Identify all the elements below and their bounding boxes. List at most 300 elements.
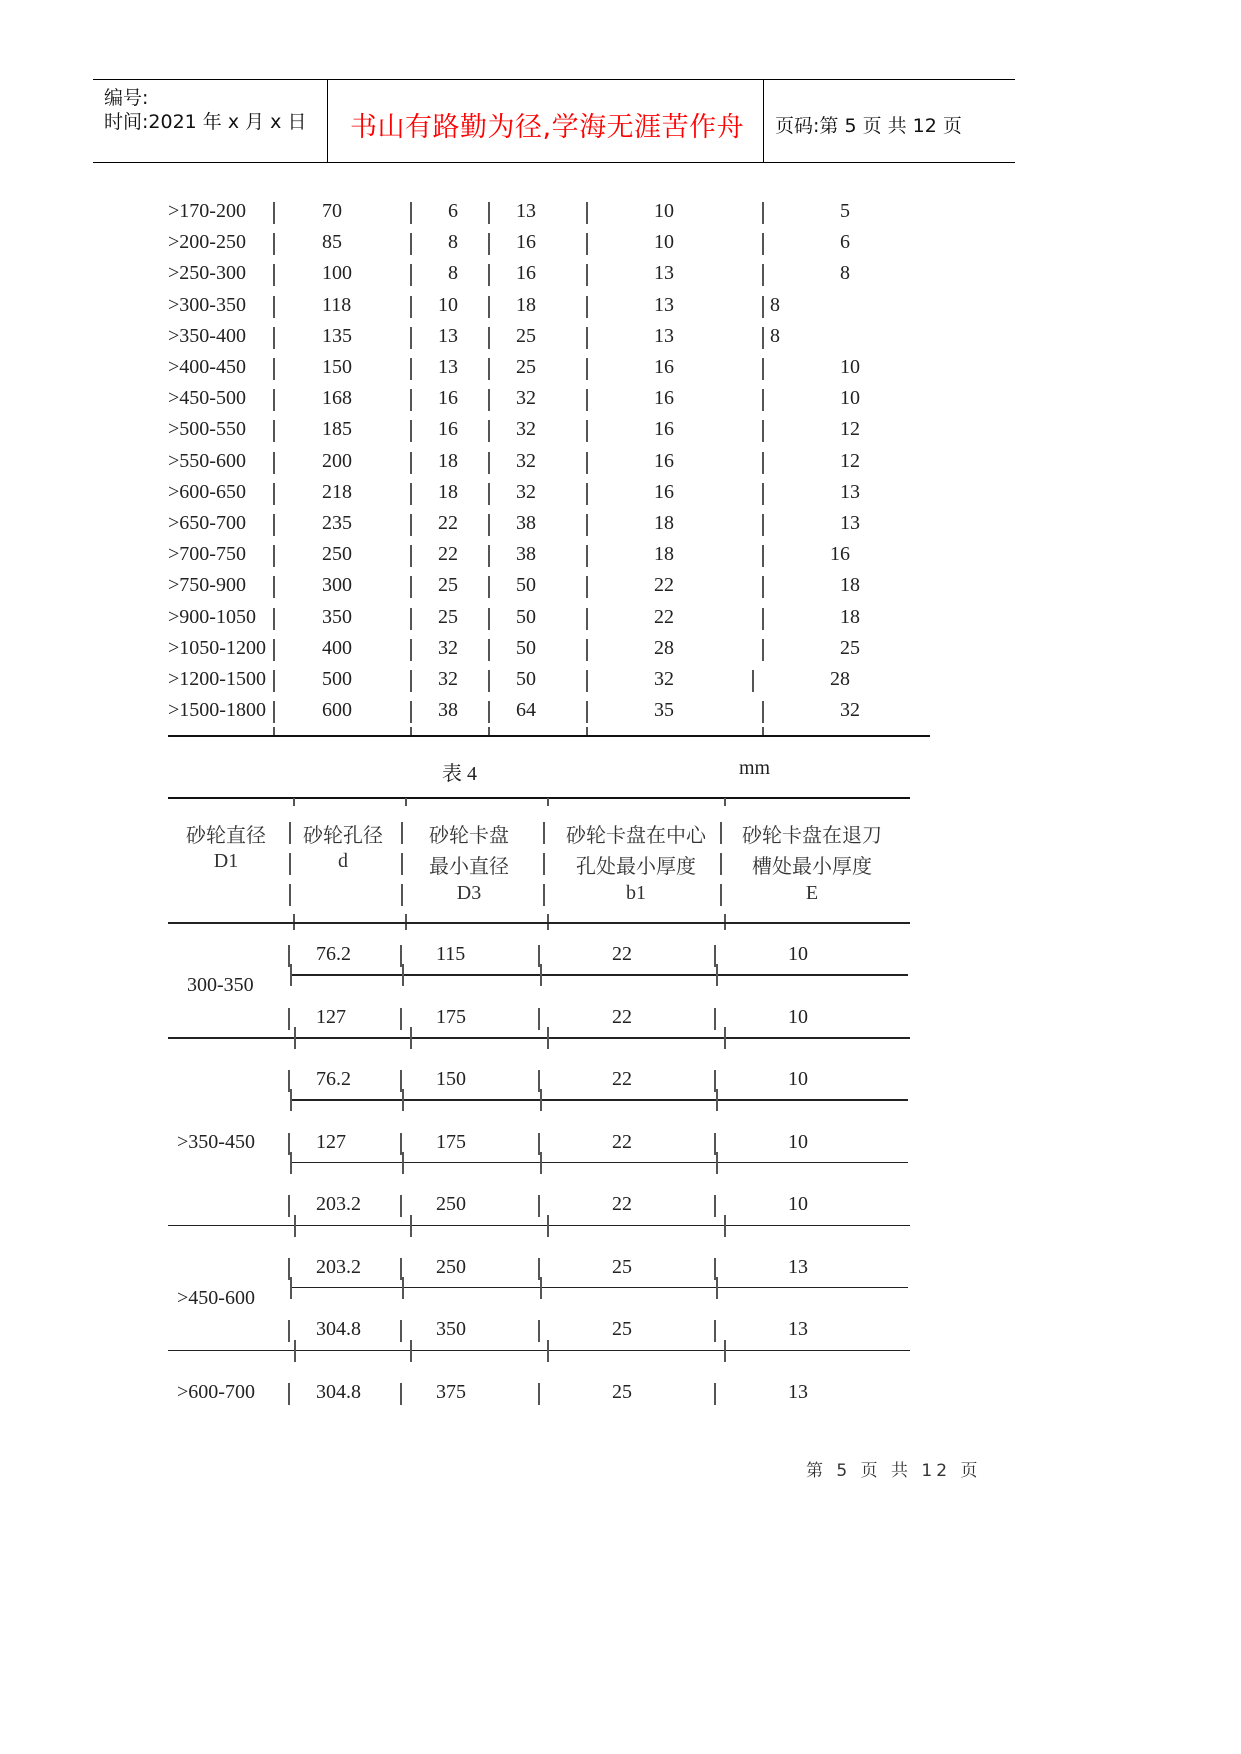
header-top-rule (93, 79, 1015, 80)
page-footer: 第 5 页 共 12 页 (806, 1461, 982, 1481)
table-cell: 50 (516, 574, 536, 597)
table-cell: 18 (438, 480, 458, 503)
column-separator (488, 639, 490, 661)
column-separator (762, 483, 764, 505)
table-cell: 10 (840, 356, 860, 378)
table-cell: 16 (830, 543, 850, 566)
column-separator (762, 452, 764, 474)
table-cell: >750-900 (168, 574, 246, 597)
table-cell: 25 (438, 574, 458, 597)
column-separator (586, 264, 588, 286)
table-cell: 85 (322, 231, 342, 254)
column-separator (488, 264, 490, 286)
table-row (0, 225, 1241, 260)
table-cell: 5 (840, 200, 850, 222)
table-cell: 13 (654, 262, 674, 285)
table-row (0, 693, 1241, 728)
table-4-unit: mm (739, 757, 771, 779)
table-cell: 250 (436, 1193, 466, 1215)
diameter-label: >350-450 (177, 1130, 255, 1153)
table-cell: 18 (654, 512, 674, 534)
column-separator (273, 545, 275, 567)
group-divider (168, 1225, 910, 1227)
table-row (0, 194, 1241, 229)
rule-tick (586, 727, 588, 735)
table-cell: 22 (612, 1193, 632, 1215)
column-separator (586, 389, 588, 411)
subrow-divider (290, 1287, 908, 1289)
column-separator (762, 202, 764, 224)
rule-tick (488, 727, 490, 735)
table-row (0, 256, 1241, 291)
header-divider-right (763, 79, 764, 163)
rule-tick (540, 1277, 542, 1299)
column-separator (586, 296, 588, 318)
table-cell: 8 (770, 293, 780, 316)
column-separator (720, 822, 722, 844)
table-cell: 35 (654, 699, 674, 722)
table-cell: >300-350 (168, 293, 246, 316)
group-divider (168, 1350, 910, 1352)
table-cell: 127 (316, 1005, 346, 1028)
table-cell: 150 (322, 356, 352, 378)
table-cell: 38 (438, 699, 458, 722)
table-cell: >1500-1800 (168, 699, 266, 722)
table-cell: 304.8 (316, 1380, 361, 1403)
table-row (0, 350, 1241, 385)
table-cell: 218 (322, 480, 352, 503)
column-separator (762, 233, 764, 255)
header-page-info: 页码:第 5 页 共 12 页 (775, 115, 962, 137)
table-cell: >400-450 (168, 356, 246, 378)
table-cell: 250 (322, 543, 352, 566)
table-cell: 13 (788, 1318, 808, 1340)
column-header-text: 砂轮卡盘在退刀 (742, 825, 882, 847)
rule-tick (410, 1027, 412, 1049)
table-cell: 10 (654, 200, 674, 222)
table-cell: 168 (322, 387, 352, 410)
column-separator (273, 420, 275, 442)
rule-tick (762, 727, 764, 735)
group-divider (168, 1037, 910, 1039)
rule-tick (293, 798, 295, 806)
table-cell: 16 (516, 262, 536, 285)
column-separator (273, 389, 275, 411)
column-separator (586, 452, 588, 474)
column-separator (586, 420, 588, 442)
column-separator (410, 389, 412, 411)
column-separator (762, 264, 764, 286)
table-cell: 8 (448, 231, 458, 254)
table-cell: 185 (322, 418, 352, 441)
column-header-text: E (805, 882, 819, 904)
rule-tick (724, 1027, 726, 1049)
column-header-text: 槽处最小厚度 (752, 856, 872, 878)
column-separator (488, 483, 490, 505)
doc-number-label: 编号: (104, 87, 149, 109)
column-separator (410, 483, 412, 505)
table-cell: 16 (654, 387, 674, 410)
column-separator (762, 296, 764, 318)
table-cell: 375 (436, 1380, 466, 1403)
column-separator (273, 296, 275, 318)
table-cell: >1050-1200 (168, 636, 266, 659)
table-cell: >200-250 (168, 231, 246, 254)
table-cell: >700-750 (168, 543, 246, 566)
column-separator (538, 1195, 540, 1217)
table-cell: 13 (788, 1255, 808, 1278)
table-cell: 32 (840, 699, 860, 722)
table-cell: 10 (788, 1193, 808, 1215)
column-separator (273, 639, 275, 661)
column-header-text: 砂轮孔径 (303, 825, 383, 847)
table-cell: 22 (438, 543, 458, 566)
table-cell: 18 (840, 605, 860, 628)
column-separator (410, 514, 412, 536)
column-separator (586, 483, 588, 505)
table-cell: 22 (612, 1130, 632, 1153)
rule-tick (410, 1215, 412, 1237)
rule-tick (716, 1277, 718, 1299)
table-cell: 32 (438, 636, 458, 659)
rule-tick (547, 1340, 549, 1362)
diameter-label: 300-350 (187, 974, 254, 997)
column-separator (410, 233, 412, 255)
table-cell: 38 (516, 543, 536, 566)
rule-tick (290, 1089, 292, 1111)
table-cell: 10 (788, 1005, 808, 1028)
column-separator (762, 545, 764, 567)
table-cell: >900-1050 (168, 605, 256, 628)
table-cell: 16 (654, 449, 674, 472)
column-separator (410, 327, 412, 349)
rule-tick (540, 964, 542, 986)
table-row (0, 288, 1241, 323)
table-cell: 76.2 (316, 1068, 351, 1090)
table-cell: 115 (436, 943, 466, 965)
table-cell: 118 (322, 293, 352, 316)
column-separator (586, 514, 588, 536)
subrow-divider (290, 1099, 908, 1101)
column-separator (401, 853, 403, 875)
table-row (0, 412, 1241, 447)
rule-tick (294, 1340, 296, 1362)
rule-tick (405, 798, 407, 806)
column-separator (273, 670, 275, 692)
table-cell: 76.2 (316, 943, 351, 965)
rule-tick (724, 1215, 726, 1237)
table-cell: 50 (516, 668, 536, 690)
table-cell: 25 (612, 1380, 632, 1403)
column-separator (720, 884, 722, 906)
table-cell: 28 (830, 668, 850, 690)
column-separator (410, 670, 412, 692)
table-cell: 235 (322, 512, 352, 534)
table-row (0, 444, 1241, 479)
table-cell: 600 (322, 699, 352, 722)
table-cell: 8 (770, 324, 780, 347)
diameter-label: >600-700 (177, 1380, 255, 1403)
table-cell: 13 (516, 200, 536, 222)
table-cell: 6 (448, 200, 458, 222)
table-cell: 13 (788, 1380, 808, 1403)
table-cell: 350 (322, 605, 352, 628)
column-separator (762, 327, 764, 349)
column-separator (714, 1008, 716, 1030)
column-separator (488, 202, 490, 224)
table-cell: 10 (654, 231, 674, 254)
table-row (0, 600, 1241, 635)
rule-tick (410, 727, 412, 735)
column-header-text: 砂轮直径 (186, 825, 266, 847)
table-cell: 25 (840, 636, 860, 659)
rule-tick (716, 1152, 718, 1174)
table-cell: 22 (612, 1005, 632, 1028)
column-separator (401, 884, 403, 906)
column-separator (288, 1320, 290, 1342)
table-cell: 203.2 (316, 1193, 361, 1215)
column-separator (543, 822, 545, 844)
table-cell: 16 (438, 387, 458, 410)
rule-tick (402, 1089, 404, 1111)
column-separator (586, 202, 588, 224)
column-separator (488, 296, 490, 318)
table-cell: 304.8 (316, 1318, 361, 1340)
table-cell: >350-400 (168, 324, 246, 347)
table-row (0, 381, 1241, 416)
column-separator (288, 1195, 290, 1217)
column-separator (714, 1195, 716, 1217)
column-separator (752, 670, 754, 692)
column-separator (586, 639, 588, 661)
column-separator (289, 822, 291, 844)
rule-tick (273, 727, 275, 735)
table-cell: >250-300 (168, 262, 246, 285)
column-separator (762, 514, 764, 536)
table-cell: 16 (516, 231, 536, 254)
table-cell: 350 (436, 1318, 466, 1340)
column-separator (586, 233, 588, 255)
table-cell: 300 (322, 574, 352, 597)
rule-tick (547, 798, 549, 806)
rule-tick (290, 964, 292, 986)
column-separator (762, 701, 764, 723)
table-cell: 13 (654, 324, 674, 347)
column-separator (586, 358, 588, 380)
table-row (0, 662, 1241, 697)
table-cell: 12 (840, 449, 860, 472)
column-separator (273, 608, 275, 630)
table-cell: 250 (436, 1255, 466, 1278)
rule-tick (290, 1277, 292, 1299)
column-separator (586, 701, 588, 723)
table-row (0, 475, 1241, 510)
column-separator (762, 576, 764, 598)
table-cell: >650-700 (168, 512, 246, 534)
table-cell: 400 (322, 636, 352, 659)
table-cell: 18 (840, 574, 860, 597)
table-cell: 70 (322, 200, 342, 222)
column-separator (488, 576, 490, 598)
column-separator (586, 670, 588, 692)
column-separator (714, 1383, 716, 1405)
table-cell: 32 (654, 668, 674, 690)
table-cell: 135 (322, 324, 352, 347)
column-separator (543, 884, 545, 906)
table-cell: 200 (322, 449, 352, 472)
table-cell: 16 (654, 356, 674, 378)
column-separator (273, 327, 275, 349)
header-divider-left (327, 79, 328, 163)
table-cell: 16 (438, 418, 458, 441)
column-separator (714, 1320, 716, 1342)
table-cell: 12 (840, 418, 860, 441)
table-cell: 22 (612, 943, 632, 965)
table-cell: >1200-1500 (168, 668, 266, 690)
column-separator (273, 233, 275, 255)
column-separator (288, 1008, 290, 1030)
column-separator (400, 1383, 402, 1405)
table-cell: 500 (322, 668, 352, 690)
table-cell: 13 (840, 480, 860, 503)
rule-tick (540, 1152, 542, 1174)
rule-tick (724, 1340, 726, 1362)
table-cell: 32 (516, 480, 536, 503)
rule-tick (294, 1215, 296, 1237)
column-separator (410, 264, 412, 286)
column-separator (410, 608, 412, 630)
column-separator (410, 296, 412, 318)
table-cell: 22 (612, 1068, 632, 1090)
column-separator (488, 670, 490, 692)
table-cell: 127 (316, 1130, 346, 1153)
column-separator (400, 1008, 402, 1030)
column-separator (410, 576, 412, 598)
table-cell: 18 (654, 543, 674, 566)
table-cell: 8 (840, 262, 850, 285)
column-separator (586, 327, 588, 349)
column-separator (762, 639, 764, 661)
date-label: 时间:2021 年 x 月 x 日 (104, 111, 307, 133)
column-header-text: D1 (213, 850, 239, 872)
header-bottom-rule (93, 162, 1015, 163)
table-cell: 25 (612, 1255, 632, 1278)
rule-tick (402, 964, 404, 986)
column-separator (538, 1320, 540, 1342)
column-header-text: 砂轮卡盘在中心 (566, 825, 706, 847)
subrow-divider (290, 1162, 908, 1164)
column-separator (720, 853, 722, 875)
table-cell: 25 (438, 605, 458, 628)
column-separator (410, 452, 412, 474)
column-separator (488, 545, 490, 567)
table-4-caption: 表 4 (442, 763, 477, 785)
column-separator (762, 608, 764, 630)
table-cell: 8 (448, 262, 458, 285)
column-separator (273, 264, 275, 286)
column-separator (586, 545, 588, 567)
table-cell: 6 (840, 231, 850, 254)
column-separator (410, 202, 412, 224)
column-separator (400, 1195, 402, 1217)
column-separator (410, 358, 412, 380)
column-separator (488, 358, 490, 380)
table-cell: 175 (436, 1130, 466, 1153)
table-cell: 38 (516, 512, 536, 534)
column-header-text: D3 (456, 882, 482, 904)
table-cell: >550-600 (168, 449, 246, 472)
table-cell: 25 (612, 1318, 632, 1340)
table-cell: 64 (516, 699, 536, 722)
table-cell: 13 (438, 356, 458, 378)
rule-tick (294, 1027, 296, 1049)
rule-tick (402, 1152, 404, 1174)
table-cell: 22 (654, 574, 674, 597)
column-separator (288, 1383, 290, 1405)
table-cell: >500-550 (168, 418, 246, 441)
column-header-text: 最小直径 (429, 856, 509, 878)
subrow-divider (290, 974, 908, 976)
column-separator (488, 420, 490, 442)
table-cell: 50 (516, 605, 536, 628)
table-cell: 100 (322, 262, 352, 285)
column-separator (586, 576, 588, 598)
table-cell: 32 (516, 449, 536, 472)
table-row (0, 506, 1241, 541)
table-row (0, 631, 1241, 666)
column-separator (273, 514, 275, 536)
column-separator (289, 884, 291, 906)
table-cell: 32 (516, 418, 536, 441)
column-separator (273, 576, 275, 598)
table-3-bottom-rule (168, 735, 930, 737)
column-header-text: 砂轮卡盘 (429, 825, 509, 847)
column-separator (543, 853, 545, 875)
column-separator (488, 701, 490, 723)
column-separator (538, 1383, 540, 1405)
column-separator (488, 327, 490, 349)
table-row (0, 568, 1241, 603)
column-separator (488, 608, 490, 630)
rule-tick (402, 1277, 404, 1299)
table-cell: 13 (654, 293, 674, 316)
header-motto: 书山有路勤为径,学海无涯苦作舟 (350, 112, 745, 143)
column-separator (273, 358, 275, 380)
column-separator (488, 452, 490, 474)
table-cell: 10 (840, 387, 860, 410)
table-cell: 32 (516, 387, 536, 410)
table-cell: 203.2 (316, 1255, 361, 1278)
table-4-header-rule (168, 922, 910, 924)
table-cell: 25 (516, 324, 536, 347)
table-cell: 16 (654, 418, 674, 441)
table-cell: 13 (840, 512, 860, 534)
column-separator (762, 420, 764, 442)
rule-tick (724, 798, 726, 806)
column-header-text: b1 (626, 882, 646, 904)
column-separator (410, 420, 412, 442)
column-separator (273, 452, 275, 474)
column-separator (273, 483, 275, 505)
column-separator (289, 853, 291, 875)
table-cell: 18 (438, 449, 458, 472)
rule-tick (716, 1089, 718, 1111)
rule-tick (547, 1027, 549, 1049)
rule-tick (547, 1215, 549, 1237)
column-separator (586, 608, 588, 630)
table-row (0, 319, 1241, 354)
column-header-text: d (338, 850, 348, 872)
